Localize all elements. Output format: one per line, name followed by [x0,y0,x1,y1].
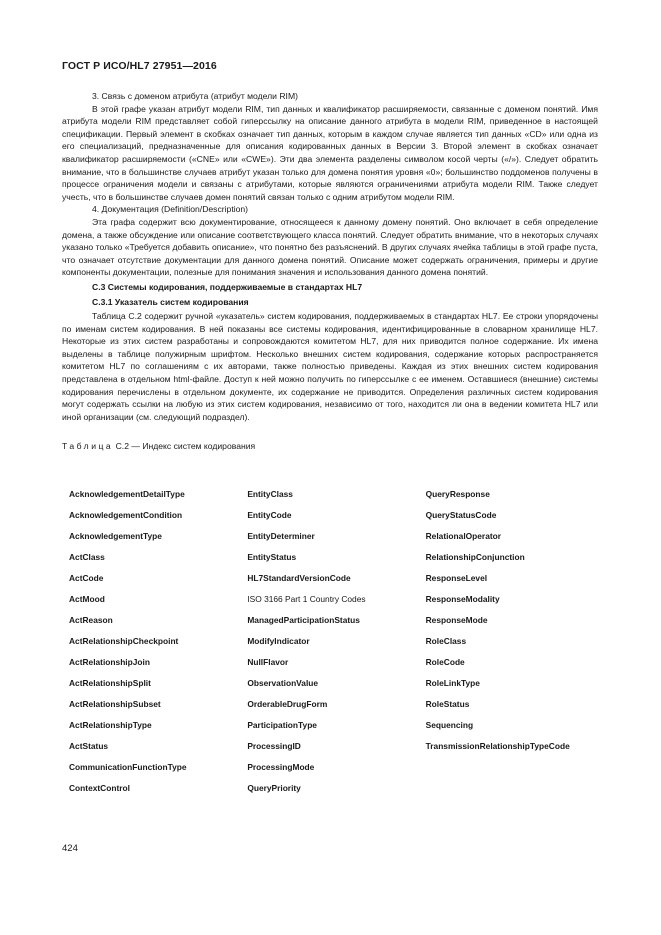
table-cell: ActClass [69,551,105,562]
table-cell: EntityStatus [247,551,297,562]
table-cell: ContextControl [69,782,130,793]
table-row [62,551,612,572]
table-cell: ActRelationshipSplit [69,677,151,688]
section-heading: С.3 Системы кодирования, поддерживаемые в стандартах HL7 [92,281,363,292]
table-row [62,740,612,761]
table-cell: QueryPriority [247,782,301,793]
table-row [62,656,612,677]
coding-systems-index-table [62,488,612,803]
table-cell: ActMood [69,593,105,604]
table-cell: EntityDeterminer [247,530,315,541]
section-heading: С.3.1 Указатель систем кодирования [92,296,249,307]
table-cell: EntityCode [247,509,292,520]
table-cell: ProcessingID [247,740,301,751]
table-cell: RelationshipConjunction [425,551,525,562]
page-number: 424 [62,843,78,854]
table-row [62,698,612,719]
table-cell: ActRelationshipType [69,719,152,730]
table-cell: ActRelationshipSubset [69,698,161,709]
paragraph: Таблица С.2 содержит ручной «указатель» систем кодирования, поддерживаемых в стандартах HL7. Ее строки упорядочены по именам систем кодирования. В ней показаны все системы кодирования, идентифицированные в словарном хранилище HL7. Некоторые из этих систем разработаны и сопровождаются комитетом HL7, для них приводится полное содержание. Их имена выделены в таблице полужирным шрифтом. Несколько внешних систем кодирования, содержание которых распространяется комитетом HL7 по соглашениям с их авторами, также полностью приведены. Каждая из этих внешних систем кодирования представлена в отдельном html-файле. Доступ к ней можно получить по гиперссылке с ее именем. Оставшиеся (внешние) системы кодирования перечислены в отдельном документе, их содержание не приводится. Определения различных систем кодирования могут содержать ссылки на любую из этих систем кодирования, независимо от того, находится ли она в ведении комитета HL7 или иной организации (см. следующий подраздел). [62,311,598,422]
table-cell [419,782,612,803]
table-cell: RoleCode [425,656,465,667]
table-cell: ActRelationshipJoin [69,656,150,667]
table-cell: ParticipationType [247,719,317,730]
table-row [62,719,612,740]
table-caption [62,441,255,451]
table-cell: ObservationValue [247,677,319,688]
table-cell: AcknowledgementCondition [69,509,183,520]
table-caption-label: Таблица [62,441,114,451]
table-row [62,761,612,782]
table-cell: ActCode [69,572,104,583]
table-row [62,488,612,509]
table-cell: ResponseMode [425,614,488,625]
table-row [62,593,612,614]
table-row [62,635,612,656]
list-item: 3. Связь с доменом атрибута (атрибут модели RIM) [92,91,298,101]
table-cell: QueryResponse [425,489,490,499]
table-cell: NullFlavor [247,656,289,667]
table-cell: HL7StandardVersionCode [247,572,351,583]
table-cell: TransmissionRelationshipTypeCode [425,740,570,751]
paragraph: Эта графа содержит всю документирование, относящееся к данному домену понятий. Оно включает в себя определение домена, а также обсуждение или описание соответствующего класса понятий. Следует обратить внимание, что в некоторых случаях указано только «Требуется добавить описание», что понятно без разъяснений. В других случаях ячейка таблицы в этой графе пуста, что означает отсутствие документации для данного домена понятий. Описание может содержать ограничения, примеры и другие компоненты документации, полезные для понимания значения и использования данного домена понятий. [62,216,598,278]
table-row [62,782,612,803]
document-header: ГОСТ Р ИСО/HL7 27951—2016 [62,60,217,72]
body-text [62,90,598,423]
table-cell: AcknowledgementDetailType [69,489,185,499]
table-cell: QueryStatusCode [425,509,497,520]
table-cell: RoleLinkType [425,677,480,688]
table-cell: Sequencing [425,719,474,730]
table-cell: RelationalOperator [425,530,502,541]
table-cell: AcknowledgementType [69,530,162,541]
table-cell: RoleClass [425,635,467,646]
table-cell: ActStatus [69,740,109,751]
table-cell: EntityClass [247,489,293,499]
table-body [62,488,612,803]
list-item: 4. Документация (Definition/Description) [92,204,249,215]
table-row [62,530,612,551]
table-caption-text: С.2 — Индекс систем кодирования [115,441,256,451]
table-cell: ModifyIndicator [247,635,310,646]
table-cell: CommunicationFunctionType [69,761,187,772]
table-cell: ResponseModality [425,593,500,604]
table-cell [419,761,612,782]
paragraph: В этой графе указан атрибут модели RIM, тип данных и квалификатор расширяемости, связанные с доменом понятий. Имя атрибута модели RIM представляет собой гиперссылку на описание данного атрибута в модели RIM, приведенное в настоящей спецификации. Первый элемент в скобках означает тип данных, которым в каждом случае является тип данных «CD» или одна из его специализаций, предназначенные для описания кодированных данных в Версии 3. Второй элемент в скобках означает квалификатор расширяемости («CNE» или «CWE»). Эти два элемента разделены символом косой черты («/»). Следует обратить внимание, что в большинстве случаев атрибут указан только для домена понятия уровня «0»; большинство поддоменов получены в процессе ограничения модели и связаны с атрибутами, которые являются ограничениями атрибута модели RIM. Также следует учесть, что в большинстве случаев домен понятий связан только с одним атрибутом модели RIM. [62,103,598,202]
table-cell: OrderableDrugForm [247,698,328,709]
table-cell: RoleStatus [425,698,470,709]
table-row [62,614,612,635]
table-cell: ActRelationshipCheckpoint [69,635,179,646]
table-cell: ManagedParticipationStatus [247,614,360,625]
table-row [62,509,612,530]
table-cell: ResponseLevel [425,572,488,583]
table-cell: ISO 3166 Part 1 Country Codes [247,593,366,604]
table-row [62,677,612,698]
table-cell: ActReason [69,614,113,625]
table-cell: ProcessingMode [247,761,315,772]
table-row [62,572,612,593]
